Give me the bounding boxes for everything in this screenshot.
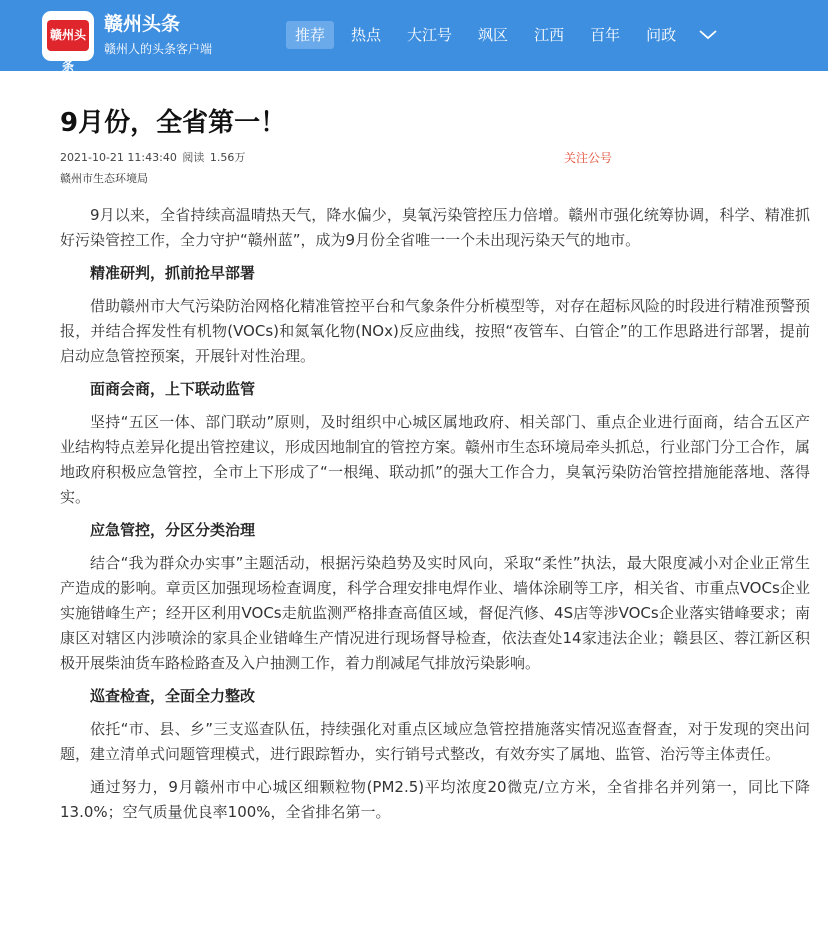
publish-date: 2021-10-21 11:43:40: [60, 151, 177, 164]
section-paragraph: 依托“市、县、乡”三支巡查队伍，持续强化对重点区域应急管控措施落实情况巡查督查，对于发现的突出问题，建立清单式问题管理模式，进行跟踪暂办，实行销号式整改，有效夯实了属地、监管、治污等主体责任。: [60, 720, 810, 763]
follow-account-link[interactable]: 关注公号: [564, 151, 613, 165]
nav-tab-jiangxi[interactable]: 江西: [534, 26, 565, 44]
section-heading: 面商会商，上下联动监管: [90, 380, 256, 398]
nav-tab-centennial[interactable]: 百年: [590, 26, 621, 44]
nav-tab-district[interactable]: 飒区: [478, 26, 509, 44]
brand-title[interactable]: 赣州头条: [104, 13, 181, 35]
section-paragraph: 借助赣州市大气污染防治网格化精准管控平台和气象条件分析模型等，对存在超标风险的时段进行精准预警预报，并结合挥发性有机物(VOCs)和氮氧化物(NOx)反应曲线，按照“夜管车、白管企”的工作思路进行部署，提前启动应急管控预案，开展针对性治理。: [60, 297, 811, 365]
brand-subtitle: 赣州人的头条客户端: [104, 42, 213, 56]
nav-tab-hot[interactable]: 热点: [351, 26, 382, 44]
article-meta: [60, 150, 247, 166]
section-heading: 应急管控，分区分类治理: [90, 521, 256, 539]
conclusion-paragraph: 通过努力，9月赣州市中心城区细颗粒物(PM2.5)平均浓度20微克/立方米，全省排名并列第一，同比下降13.0%；空气质量优良率100%，全省排名第一。: [60, 778, 810, 821]
article-source[interactable]: 赣州市生态环境局: [60, 172, 148, 185]
reads-label: 阅读: [182, 151, 205, 164]
article-body: [60, 203, 810, 833]
nav-tab-dajiang[interactable]: 大江号: [407, 26, 453, 44]
top-header: [0, 0, 828, 71]
section-paragraph: 结合“我为群众办实事”主题活动，根据污染趋势及实时风向，采取“柔性”执法，最大限度减小对企业正常生产造成的影响。章贡区加强现场检查调度，科学合理安排电焊作业、墙体涂刷等工序，相关省、市重点VOCs企业实施错峰生产；经开区利用VOCs走航监测严格排查高值区域，督促汽修、4S店等涉VOCs企业落实错峰要求；南康区对辖区内涉喷涂的家具企业错峰生产情况进行现场督导检查，依法查处14家违法企业；赣县区、蓉江新区积极开展柴油货车路检路查及入户抽测工作，着力削减尾气排放污染影响。: [60, 554, 810, 672]
nav-tab-recommend[interactable]: 推荐: [286, 21, 334, 49]
section-heading: 巡查检查，全面全力整改: [90, 687, 256, 705]
section-heading: 精准研判，抓前抢早部署: [90, 264, 256, 282]
section-paragraph: 坚持“五区一体、部门联动”原则，及时组织中心城区属地政府、相关部门、重点企业进行面商，结合五区产业结构特点差异化提出管控建议，形成因地制宜的管控方案。赣州市生态环境局牵头抓总，行业部门分工合作，属地政府积极应急管控，全市上下形成了“一根绳、联动抓”的强大工作合力，臭氧污染防治管控措施能落地、落得实。: [60, 413, 811, 506]
reads-count: 1.56万: [209, 151, 246, 164]
article-title: 9月份，全省第一！: [60, 108, 287, 138]
intro-paragraph: 9月以来，全省持续高温晴热天气，降水偏少，臭氧污染管控压力倍增。赣州市强化统筹协调，科学、精准抓好污染管控工作，全力守护“赣州蓝”，成为9月份全省唯一一个未出现污染天气的地市。: [60, 206, 810, 249]
top-nav: [286, 21, 719, 49]
logo-text: 赣州头条: [47, 20, 89, 51]
nav-tab-inquiry[interactable]: 问政: [646, 26, 677, 44]
chevron-down-icon[interactable]: [697, 21, 719, 49]
app-logo[interactable]: [42, 11, 94, 73]
